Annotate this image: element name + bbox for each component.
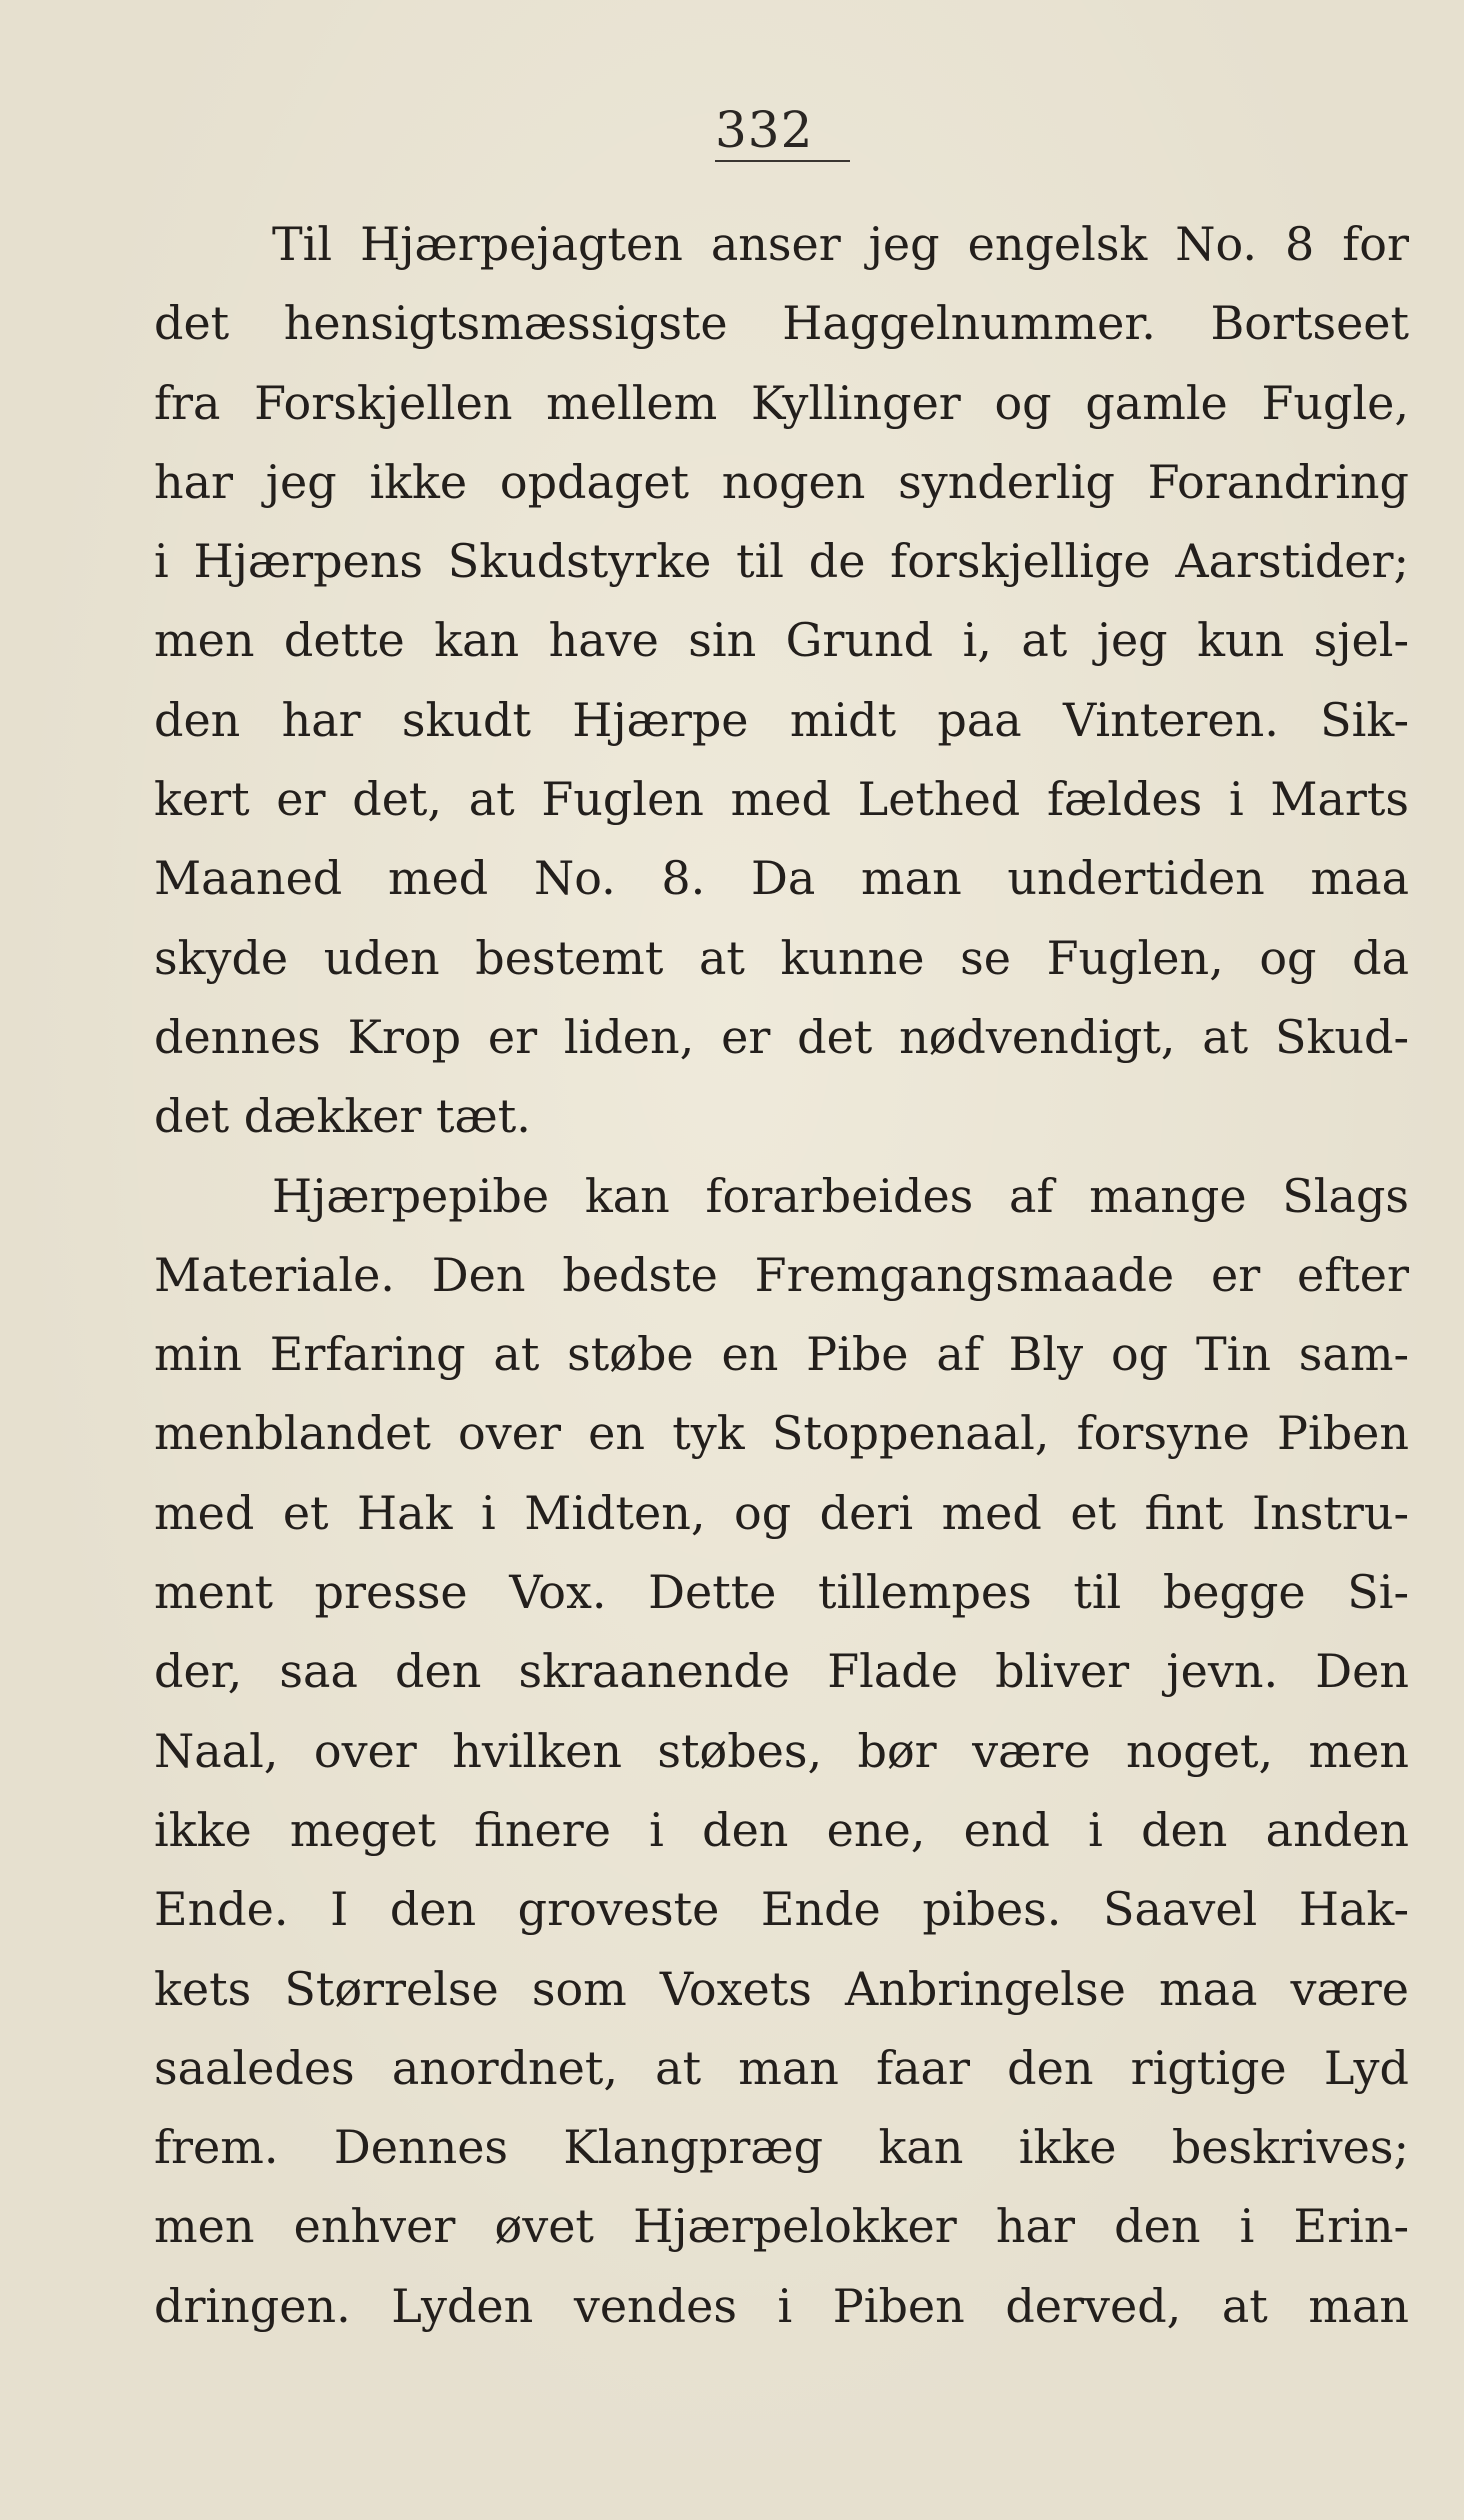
paragraph bbox=[154, 205, 1409, 1157]
text-line: det hensigtsmæssigste Haggelnummer. Bortseet bbox=[154, 296, 1409, 351]
text-line: ikke meget finere i den ene, end i den anden bbox=[154, 1802, 1409, 1857]
text-line: den har skudt Hjærpe midt paa Vinteren. Sik- bbox=[154, 692, 1409, 747]
text-line: men enhver øvet Hjærpelokker har den i Erin- bbox=[154, 2199, 1409, 2254]
text-line: med et Hak i Midten, og deri med et fint Instru- bbox=[154, 1485, 1409, 1540]
text-line: i Hjærpens Skudstyrke til de forskjellige Aarstider; bbox=[154, 534, 1409, 589]
page-number: 332 bbox=[715, 101, 814, 159]
text-line: ment presse Vox. Dette tillempes til begge Si- bbox=[154, 1565, 1409, 1620]
text-line: min Erfaring at støbe en Pibe af Bly og Tin sam- bbox=[154, 1327, 1409, 1382]
text-line: dringen. Lyden vendes i Piben derved, at man bbox=[154, 2278, 1409, 2333]
text-line: menblandet over en tyk Stoppenaal, forsyne Piben bbox=[154, 1406, 1409, 1461]
body-text bbox=[154, 205, 1409, 2346]
text-line: dennes Krop er liden, er det nødvendigt, at Skud- bbox=[154, 1009, 1409, 1064]
text-line: der, saa den skraanende Flade bliver jevn. Den bbox=[154, 1644, 1409, 1699]
text-line: Hjærpepibe kan forarbeides af mange Slags bbox=[272, 1168, 1409, 1223]
text-line: men dette kan have sin Grund i, at jeg kun sjel- bbox=[154, 613, 1409, 668]
paragraph bbox=[154, 1157, 1409, 2346]
text-line: Ende. I den groveste Ende pibes. Saavel Hak- bbox=[154, 1882, 1409, 1937]
text-line: kets Størrelse som Voxets Anbringelse maa være bbox=[154, 1961, 1409, 2016]
text-line: Materiale. Den bedste Fremgangsmaade er efter bbox=[154, 1247, 1409, 1302]
text-line: Maaned med No. 8. Da man undertiden maa bbox=[154, 851, 1409, 906]
text-line: Til Hjærpejagten anser jeg engelsk No. 8 for bbox=[272, 217, 1409, 271]
page-number-rule bbox=[715, 160, 850, 162]
text-line: frem. Dennes Klangpræg kan ikke beskrives; bbox=[154, 2120, 1409, 2175]
text-line: Naal, over hvilken støbes, bør være noget, men bbox=[154, 1723, 1409, 1778]
text-line: kert er det, at Fuglen med Lethed fældes i Marts bbox=[154, 772, 1409, 827]
text-line: det dækker tæt. bbox=[154, 1089, 531, 1144]
text-line: skyde uden bestemt at kunne se Fuglen, og da bbox=[154, 930, 1409, 985]
text-line: fra Forskjellen mellem Kyllinger og gamle Fugle, bbox=[154, 375, 1409, 430]
text-line: har jeg ikke opdaget nogen synderlig Forandring bbox=[154, 454, 1409, 509]
text-line: saaledes anordnet, at man faar den rigtige Lyd bbox=[154, 2040, 1409, 2095]
